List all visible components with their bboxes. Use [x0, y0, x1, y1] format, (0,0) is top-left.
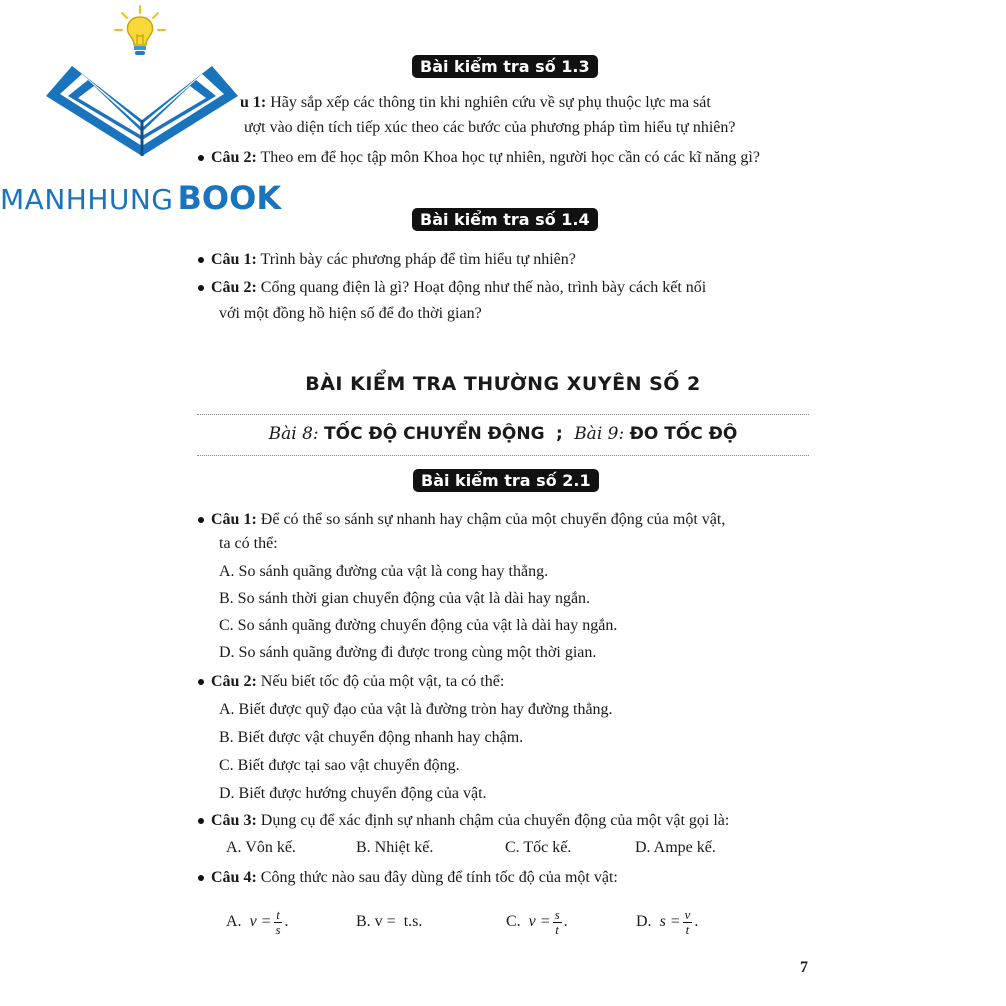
test-badge-1-3: Bài kiểm tra số 1.3 — [412, 55, 598, 78]
t21-q2-option-d: D. Biết được hướng chuyển động của vật. — [219, 785, 487, 802]
t21-q3-option-a: A. Vôn kế. — [226, 839, 296, 856]
bullet-dot — [198, 818, 204, 824]
q4-c-den: t — [555, 921, 559, 937]
t14-q2-text: Cổng quang điện là gì? Hoạt động như thế nào, trình bày cách kết nối — [260, 279, 707, 296]
t21-q3-option-c: C. Tốc kế. — [505, 839, 572, 856]
lesson9-name: ĐO TỐC ĐỘ — [629, 424, 738, 444]
bullet-dot — [198, 257, 204, 263]
t21-q4 — [198, 868, 618, 888]
brand-right: BOOK — [177, 179, 282, 217]
t21-q1-option-a: A. So sánh quãng đường của vật là cong hay thẳng. — [219, 563, 549, 580]
t14-q2-line2: với một đồng hồ hiện số để đo thời gian? — [219, 305, 482, 322]
section-title: BÀI KIỂM TRA THƯỜNG XUYÊN SỐ 2 — [305, 373, 701, 395]
q4-a-label: A. — [226, 913, 242, 930]
q4-c-fraction — [553, 908, 562, 937]
t21-q2-option-b: B. Biết được vật chuyển động nhanh hay chậm. — [219, 729, 524, 746]
t13-q2-label: Câu 2: — [211, 149, 257, 166]
t21-q3-text: Dụng cụ để xác định sự nhanh chậm của chuyển động của một vật gọi là: — [260, 812, 730, 829]
divider-bottom — [197, 455, 809, 456]
q4-c-period: . — [563, 913, 568, 930]
lesson8-prefix: Bài 8: — [268, 424, 319, 444]
q4-c-num: s — [554, 906, 560, 922]
t14-q1 — [198, 250, 576, 270]
test-badge-1-4: Bài kiểm tra số 1.4 — [412, 208, 598, 231]
brand-left: MANHHUNG — [0, 183, 174, 216]
test-badge-2-1: Bài kiểm tra số 2.1 — [413, 469, 599, 492]
t21-q2-text: Nếu biết tốc độ của một vật, ta có thể: — [260, 673, 505, 690]
t21-q4-option-b: B. v = t.s. — [356, 913, 423, 930]
bullet-dot — [198, 875, 204, 881]
t21-q3 — [198, 811, 729, 831]
t14-q2-label: Câu 2: — [211, 279, 257, 296]
q4-a-period: . — [284, 913, 289, 930]
t21-q1-line2: ta có thể: — [219, 535, 278, 552]
t21-q2-option-c: C. Biết được tại sao vật chuyển động. — [219, 757, 460, 774]
t21-q1-line1 — [198, 510, 725, 530]
t13-q1-label: u 1: — [240, 94, 267, 111]
lesson8-name: TỐC ĐỘ CHUYỂN ĐỘNG — [324, 424, 545, 444]
q4-d-den: t — [685, 921, 690, 937]
t13-q1-text: Hãy sắp xếp các thông tin khi nghiên cứu về sự phụ thuộc lực ma sát — [270, 94, 711, 111]
q4-a-lhs: v = — [249, 913, 272, 930]
t21-q4-option-a — [226, 905, 289, 939]
t21-q3-option-d: D. Ampe kế. — [635, 839, 716, 856]
q4-c-lhs: v = — [528, 913, 551, 930]
bullet-dot — [198, 155, 204, 161]
t21-q3-option-b: B. Nhiệt kế. — [356, 839, 434, 856]
brand-name — [0, 180, 281, 218]
t13-q1-line1 — [240, 93, 711, 113]
t21-q1-option-c: C. So sánh quãng đường chuyển động của vật là dài hay ngắn. — [219, 617, 618, 634]
lesson9-prefix: Bài 9: — [574, 424, 625, 444]
q4-a-fraction — [273, 908, 282, 937]
t21-q1-label: Câu 1: — [211, 511, 257, 528]
t21-q4-text: Công thức nào sau đây dùng để tính tốc độ của một vật: — [260, 869, 618, 886]
q4-d-num: v — [684, 906, 691, 922]
bullet-dot — [198, 285, 204, 291]
divider-top — [197, 414, 809, 415]
t13-q2-text: Theo em để học tập môn Khoa học tự nhiên, người học cần có các kĩ năng gì? — [260, 149, 760, 166]
t21-q1-option-d: D. So sánh quãng đường đi được trong cùng một thời gian. — [219, 644, 597, 661]
t13-q1-line2: ượt vào diện tích tiếp xúc theo các bước của phương pháp tìm hiểu tự nhiên? — [244, 119, 736, 136]
t21-q2 — [198, 672, 504, 692]
t14-q2-line1 — [198, 278, 706, 298]
t13-q2 — [198, 148, 760, 168]
q4-d-label: D. — [636, 913, 652, 930]
t21-q4-option-d — [636, 905, 698, 939]
t21-q2-label: Câu 2: — [211, 673, 257, 690]
q4-a-num: t — [276, 906, 280, 922]
t21-q4-option-c — [506, 905, 568, 939]
t21-q2-option-a: A. Biết được quỹ đạo của vật là đường tròn hay đường thẳng. — [219, 701, 613, 718]
q4-d-period: . — [694, 913, 699, 930]
q4-d-lhs: s = — [659, 913, 681, 930]
t21-q1-option-b: B. So sánh thời gian chuyển động của vật là dài hay ngắn. — [219, 590, 591, 607]
page-number: 7 — [800, 959, 808, 976]
bullet-dot — [198, 517, 204, 523]
open-book-icon — [42, 52, 242, 162]
t21-q4-label: Câu 4: — [211, 869, 257, 886]
q4-d-fraction — [683, 908, 693, 937]
t14-q1-text: Trình bày các phương pháp để tìm hiểu tự nhiên? — [260, 251, 576, 268]
bullet-dot — [198, 679, 204, 685]
q4-c-label: C. — [506, 913, 521, 930]
t14-q1-label: Câu 1: — [211, 251, 257, 268]
t21-q3-label: Câu 3: — [211, 812, 257, 829]
lesson-separator: ; — [555, 424, 563, 444]
lesson-line — [197, 424, 809, 444]
t21-q1-text: Để có thể so sánh sự nhanh hay chậm của một chuyển động của một vật, — [260, 511, 726, 528]
q4-a-den: s — [275, 921, 281, 937]
